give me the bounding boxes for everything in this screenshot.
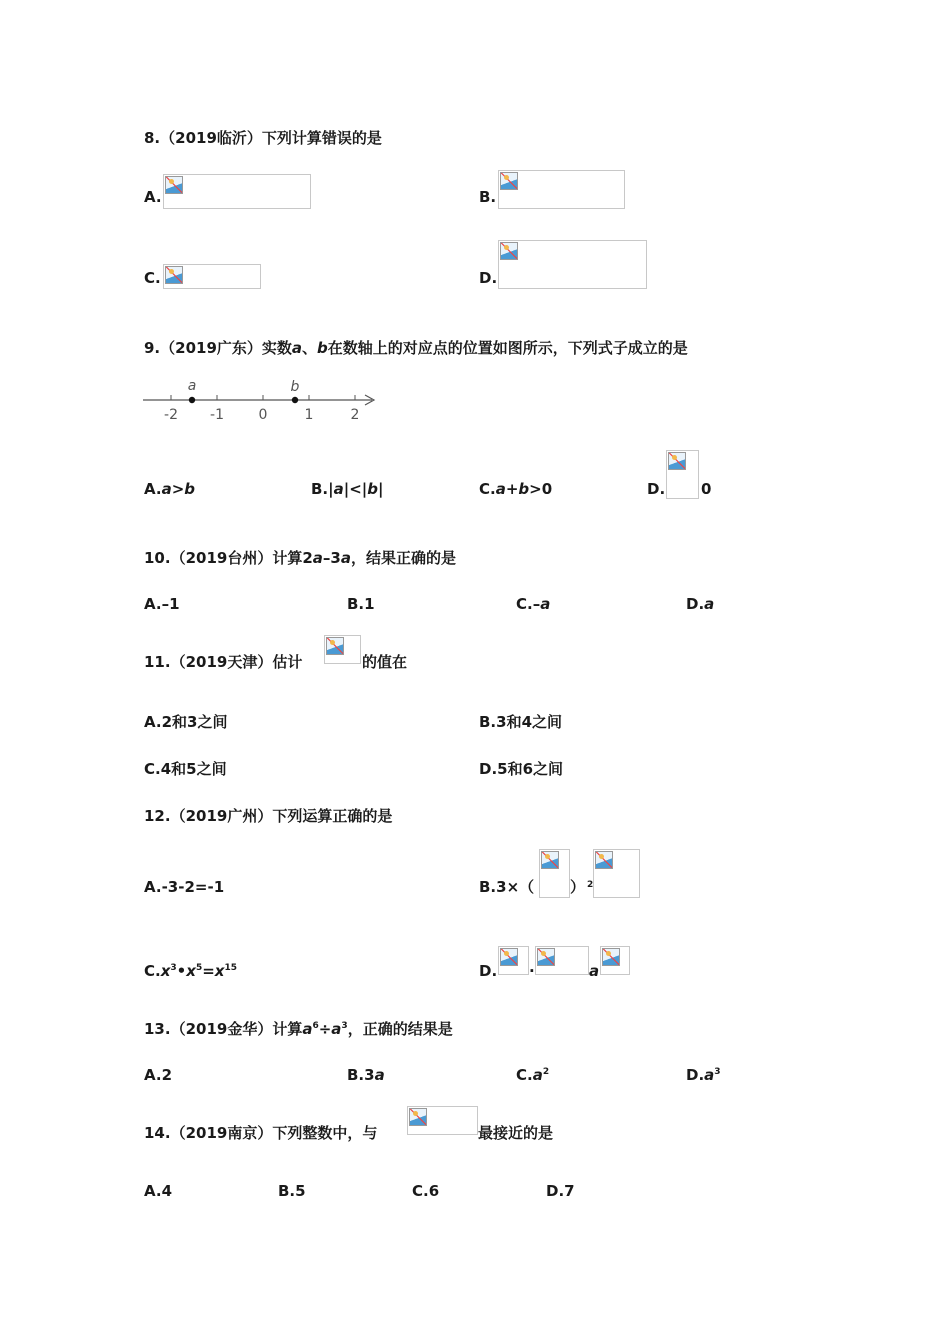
- q12-c-exp1: 3: [170, 963, 177, 973]
- q11-option-b: B.3和4之间: [479, 713, 563, 731]
- q13-stem-post: ，正确的结果是: [347, 1020, 453, 1038]
- q9-stem-post: 在数轴上的对应点的位置如图所示，下列式子成立的是: [327, 339, 688, 357]
- q9-a-var1: a: [161, 480, 172, 498]
- q12-c-eq: =: [202, 962, 215, 980]
- q13-option-d: [686, 1065, 721, 1085]
- q14-option-c: C.6: [412, 1182, 440, 1200]
- q12-c-dot: •: [176, 962, 187, 980]
- q13-option-b: [347, 1065, 385, 1085]
- q12-option-a: A.-3-2=-1: [144, 878, 225, 896]
- q12-option-d-label: D.: [479, 962, 498, 980]
- q11-stem-post: 的值在: [362, 653, 408, 671]
- q11-expression-image: [324, 635, 361, 664]
- q13-stem: [144, 1019, 453, 1039]
- q9-sep: 、: [302, 339, 318, 357]
- q12-c-var2: x: [186, 962, 196, 980]
- q12-option-d-image2: [535, 946, 589, 975]
- q13-option-c: [516, 1065, 549, 1085]
- q10-option-a: A.–1: [144, 595, 180, 613]
- q9-option-d-label: D.: [647, 480, 666, 498]
- q13-d-exp: 3: [714, 1067, 721, 1077]
- q9-c-post: >0: [529, 480, 553, 498]
- q9-a-var2: b: [184, 480, 196, 498]
- q8-option-c-label: C.: [144, 269, 161, 287]
- q14-stem-pre: 14.（2019南京）下列整数中，与: [144, 1124, 378, 1142]
- q10-var2: a: [340, 549, 351, 567]
- q8-option-a-label: A.: [144, 188, 162, 206]
- tick-label: 1: [304, 407, 314, 423]
- q12-option-d-image1: [498, 946, 529, 975]
- tick-label: 2: [350, 407, 360, 423]
- q11-option-d: D.5和6之间: [479, 760, 564, 778]
- q13-c-pre: C.: [516, 1066, 533, 1084]
- q13-var1: a: [302, 1020, 313, 1038]
- q14-option-d: D.7: [546, 1182, 575, 1200]
- q9-var-a: a: [291, 339, 303, 357]
- q9-b-pre: B.|: [311, 480, 334, 498]
- q14-stem-post: 最接近的是: [478, 1124, 554, 1142]
- q12-stem: 12.（2019广州）下列运算正确的是: [144, 807, 393, 825]
- q9-option-d-post: 0: [701, 480, 712, 498]
- q8-option-a-image: [163, 174, 311, 209]
- q9-b-op: |<|: [343, 480, 368, 498]
- q12-option-b-image2: [593, 849, 640, 898]
- q14-option-b: B.5: [278, 1182, 306, 1200]
- q9-option-d-image: [666, 450, 699, 499]
- q9-a-pre: A.: [144, 480, 162, 498]
- q8-option-c-image: [163, 264, 261, 289]
- q9-b-post: |: [378, 480, 384, 498]
- q11-option-c: C.4和5之间: [144, 760, 227, 778]
- q10-d-pre: D.: [686, 595, 705, 613]
- q9-b-var2: b: [367, 480, 379, 498]
- q13-stem-pre: 13.（2019金华）计算: [144, 1020, 303, 1038]
- q11-stem-pre: 11.（2019天津）估计: [144, 653, 303, 671]
- q8-option-d-label: D.: [479, 269, 498, 287]
- q12-c-var1: x: [160, 962, 171, 980]
- q13-exp1: 6: [312, 1021, 319, 1031]
- q10-stem-pre: 10.（2019台州）计算2: [144, 549, 313, 567]
- q13-d-var: a: [704, 1066, 715, 1084]
- q10-stem-post: ，结果正确的是: [350, 549, 456, 567]
- q12-option-d-image3: [600, 946, 630, 975]
- point-b-dot: [292, 397, 298, 403]
- q10-mid: –3: [322, 549, 341, 567]
- q9-option-a: [144, 479, 195, 499]
- q12-option-b-image1: [539, 849, 570, 898]
- q12-option-d-dot: ·: [529, 962, 535, 980]
- q13-c-var: a: [532, 1066, 543, 1084]
- point-a-label: a: [187, 378, 197, 394]
- q13-op: ÷: [318, 1020, 332, 1038]
- number-line-figure: [140, 378, 380, 428]
- q12-option-d-var: [589, 961, 599, 981]
- q12-option-b-pre: B.3×（: [479, 878, 535, 896]
- q9-b-var1: a: [333, 480, 344, 498]
- q10-var1: a: [312, 549, 323, 567]
- q11-option-a: A.2和3之间: [144, 713, 228, 731]
- tick-label: -1: [210, 407, 224, 423]
- q8-option-b-label: B.: [479, 188, 497, 206]
- tick-label: 0: [258, 407, 268, 423]
- q8-option-b-image: [498, 170, 625, 209]
- q13-var2: a: [331, 1020, 342, 1038]
- q14-option-a: A.4: [144, 1182, 173, 1200]
- q13-b-var: a: [374, 1066, 385, 1084]
- q12-c-var3: x: [214, 962, 225, 980]
- q9-option-b: [311, 479, 384, 499]
- q13-exp2: 3: [341, 1021, 348, 1031]
- q9-option-c: [479, 479, 552, 499]
- tick-label: -2: [164, 407, 178, 423]
- q12-option-b-mid: ）: [570, 878, 586, 896]
- q12-c-exp3: 15: [224, 963, 238, 973]
- q12-c-pre: C.: [144, 962, 161, 980]
- point-b-label: b: [290, 379, 300, 395]
- q9-a-op: >: [171, 480, 185, 498]
- q13-d-pre: D.: [686, 1066, 705, 1084]
- q9-c-pre: C.: [479, 480, 496, 498]
- q10-option-d: [686, 594, 714, 614]
- q9-c-op: +: [505, 480, 519, 498]
- q10-option-b: B.1: [347, 595, 375, 613]
- q10-c-var: a: [540, 595, 551, 613]
- q8-option-d-image: [498, 240, 647, 289]
- q9-stem: [144, 338, 688, 358]
- point-a-dot: [189, 397, 195, 403]
- q12-c-exp2: 5: [195, 963, 203, 973]
- q12-d-var: a: [589, 962, 600, 980]
- q13-b-pre: B.3: [347, 1066, 375, 1084]
- q9-c-var2: b: [518, 480, 530, 498]
- q12-option-b-exponent: 2: [587, 880, 594, 890]
- q9-var-b: b: [317, 339, 328, 357]
- q10-option-c: [516, 594, 550, 614]
- q14-expression-image: [407, 1106, 478, 1135]
- q12-option-c: [144, 961, 237, 981]
- q9-stem-pre: 9.（2019广东）实数: [144, 339, 292, 357]
- q8-stem: 8.（2019临沂）下列计算错误的是: [144, 129, 382, 147]
- q13-option-a: A.2: [144, 1066, 173, 1084]
- q10-c-pre: C.–: [516, 595, 541, 613]
- q10-stem: [144, 548, 456, 568]
- q9-c-var1: a: [495, 480, 506, 498]
- q13-c-exp: 2: [542, 1067, 550, 1077]
- q10-d-var: a: [704, 595, 715, 613]
